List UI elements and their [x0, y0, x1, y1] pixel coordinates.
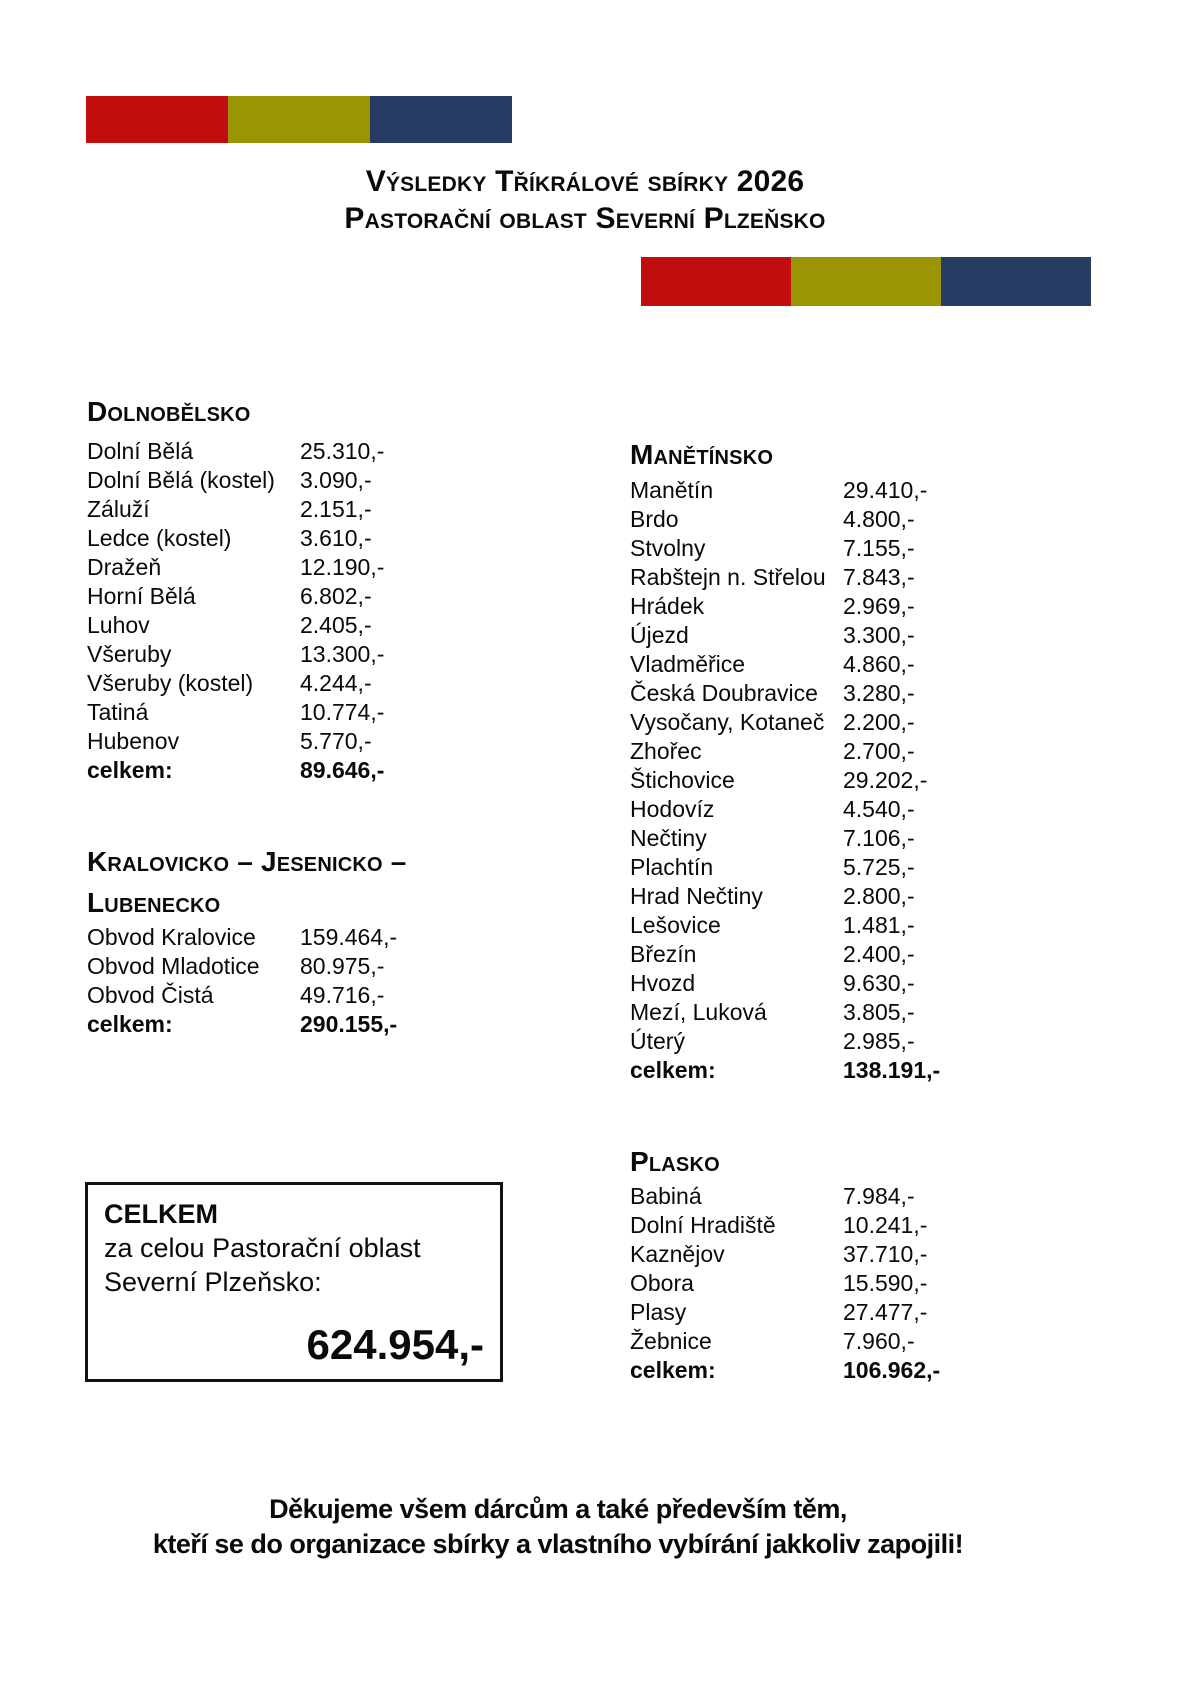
- list-row: [630, 882, 1090, 911]
- total-row: [87, 756, 527, 785]
- list-row: [630, 853, 1090, 882]
- list-row: [87, 582, 527, 611]
- color-bar-right: [641, 257, 1091, 306]
- list-row: [630, 650, 1090, 679]
- amount-value: 89.646,-: [300, 757, 385, 783]
- list-row: [630, 505, 1090, 534]
- amount-value: 29.410,-: [843, 477, 928, 503]
- list-row: [630, 795, 1090, 824]
- bar-segment-red: [641, 257, 791, 306]
- total-row: [630, 1356, 1090, 1385]
- total-row: [87, 1010, 527, 1039]
- amount-value: 159.464,-: [300, 924, 398, 950]
- amount-value: 106.962,-: [843, 1357, 941, 1383]
- amount-value: 290.155,-: [300, 1011, 398, 1037]
- list-row: [630, 969, 1090, 998]
- list-row: [630, 766, 1090, 795]
- summary-box: [85, 1182, 503, 1382]
- list-row: [630, 621, 1090, 650]
- list-row: [87, 611, 527, 640]
- amount-value: 25.310,-: [300, 438, 385, 464]
- place-label: Všeruby (kostel): [87, 670, 254, 696]
- summary-line-2: Severní Plzeňsko:: [104, 1267, 322, 1297]
- place-label: Obvod Čistá: [87, 982, 214, 1008]
- amount-value: 138.191,-: [843, 1057, 941, 1083]
- place-label: Mezí, Luková: [630, 999, 767, 1025]
- amount-value: 7.155,-: [843, 535, 915, 561]
- list-row: [630, 1182, 1090, 1211]
- list-row: [630, 998, 1090, 1027]
- list-row: [630, 1298, 1090, 1327]
- amount-value: 3.090,-: [300, 467, 372, 493]
- place-label: Babiná: [630, 1183, 702, 1209]
- amount-value: 2.985,-: [843, 1028, 915, 1054]
- amount-value: 27.477,-: [843, 1299, 928, 1325]
- place-label: celkem:: [630, 1357, 716, 1383]
- summary-total-amount: 624.954,-: [306, 1321, 484, 1368]
- list-row: [630, 476, 1090, 505]
- place-label: Všeruby: [87, 641, 172, 667]
- amount-value: 12.190,-: [300, 554, 385, 580]
- amount-value: 7.960,-: [843, 1328, 915, 1354]
- list-row: [87, 952, 527, 981]
- place-label: Plasy: [630, 1299, 687, 1325]
- place-label: Žebnice: [630, 1328, 712, 1354]
- amount-value: 2.405,-: [300, 612, 372, 638]
- amount-value: 49.716,-: [300, 982, 385, 1008]
- footer-line-1: Děkujeme všem dárcům a také především těm,: [269, 1494, 847, 1524]
- amount-value: 5.770,-: [300, 728, 372, 754]
- place-label: Stvolny: [630, 535, 706, 561]
- amount-value: 2.700,-: [843, 738, 915, 764]
- list-row: [630, 708, 1090, 737]
- place-label: celkem:: [630, 1057, 716, 1083]
- list-row: [630, 940, 1090, 969]
- amount-value: 6.802,-: [300, 583, 372, 609]
- title-line-1: Výsledky Tříkrálové sbírky 2026: [365, 165, 805, 198]
- section-rows: [87, 437, 527, 785]
- list-row: [630, 534, 1090, 563]
- document-title: [35, 163, 1135, 237]
- amount-value: 3.300,-: [843, 622, 915, 648]
- place-label: Rabštejn n. Střelou: [630, 564, 826, 590]
- bar-segment-blue: [941, 257, 1091, 306]
- place-label: Dolní Bělá: [87, 438, 194, 464]
- bar-segment-olive: [228, 96, 370, 143]
- place-label: Obvod Kralovice: [87, 924, 256, 950]
- section-title: Dolnobělsko: [87, 396, 251, 427]
- list-row: [87, 727, 527, 756]
- place-label: Obvod Mladotice: [87, 953, 260, 979]
- list-row: [87, 640, 527, 669]
- amount-value: 9.630,-: [843, 970, 915, 996]
- amount-value: 15.590,-: [843, 1270, 928, 1296]
- amount-value: 10.241,-: [843, 1212, 928, 1238]
- place-label: Brdo: [630, 506, 679, 532]
- amount-value: 2.969,-: [843, 593, 915, 619]
- amount-value: 2.200,-: [843, 709, 915, 735]
- amount-value: 7.984,-: [843, 1183, 915, 1209]
- amount-value: 3.280,-: [843, 680, 915, 706]
- place-label: Hrad Nečtiny: [630, 883, 763, 909]
- amount-value: 4.800,-: [843, 506, 915, 532]
- amount-value: 37.710,-: [843, 1241, 928, 1267]
- place-label: Lešovice: [630, 912, 721, 938]
- list-row: [630, 592, 1090, 621]
- amount-value: 7.106,-: [843, 825, 915, 851]
- section-kralovicko-jesenicko-lubenecko: [87, 841, 527, 1039]
- place-label: Záluží: [87, 496, 150, 522]
- list-row: [630, 1211, 1090, 1240]
- section-title: Kralovicko – Jesenicko – Lubenecko: [87, 846, 407, 918]
- amount-value: 4.540,-: [843, 796, 915, 822]
- amount-value: 5.725,-: [843, 854, 915, 880]
- bar-segment-blue: [370, 96, 512, 143]
- color-bar-top: [86, 96, 512, 143]
- place-label: Česká Doubravice: [630, 680, 818, 706]
- place-label: Horní Bělá: [87, 583, 196, 609]
- amount-value: 10.774,-: [300, 699, 385, 725]
- list-row: [630, 1240, 1090, 1269]
- list-row: [87, 553, 527, 582]
- place-label: Dražeň: [87, 554, 162, 580]
- bar-segment-red: [86, 96, 228, 143]
- place-label: Újezd: [630, 622, 689, 648]
- footer-line-2: kteří se do organizace sbírky a vlastního vybírání jakkoliv zapojili!: [152, 1529, 964, 1559]
- section-manetinsko: [630, 441, 1090, 1085]
- place-label: Dolní Hradiště: [630, 1212, 776, 1238]
- list-row: [630, 1327, 1090, 1356]
- list-row: [87, 495, 527, 524]
- place-label: Tatiná: [87, 699, 149, 725]
- amount-value: 13.300,-: [300, 641, 385, 667]
- place-label: Hubenov: [87, 728, 180, 754]
- list-row: [87, 669, 527, 698]
- title-line-2: Pastorační oblast Severní Plzeňsko: [344, 202, 826, 235]
- total-row: [630, 1056, 1090, 1085]
- section-plasko: [630, 1148, 1090, 1385]
- place-label: celkem:: [87, 757, 173, 783]
- section-title: Plasko: [630, 1146, 720, 1177]
- place-label: Manětín: [630, 477, 714, 503]
- place-label: Hvozd: [630, 970, 696, 996]
- amount-value: 7.843,-: [843, 564, 915, 590]
- place-label: Ledce (kostel): [87, 525, 232, 551]
- amount-value: 1.481,-: [843, 912, 915, 938]
- place-label: Vladměřice: [630, 651, 746, 677]
- place-label: Štichovice: [630, 767, 735, 793]
- list-row: [87, 981, 527, 1010]
- amount-value: 4.244,-: [300, 670, 372, 696]
- place-label: Obora: [630, 1270, 694, 1296]
- bar-segment-olive: [791, 257, 941, 306]
- place-label: celkem:: [87, 1011, 173, 1037]
- list-row: [87, 466, 527, 495]
- summary-line-1: za celou Pastorační oblast: [104, 1233, 421, 1263]
- list-row: [87, 437, 527, 466]
- place-label: Dolní Bělá (kostel): [87, 467, 275, 493]
- section-rows: [630, 476, 1090, 1085]
- place-label: Hodovíz: [630, 796, 715, 822]
- summary-title: CELKEM: [104, 1199, 218, 1229]
- list-row: [630, 824, 1090, 853]
- amount-value: 3.610,-: [300, 525, 372, 551]
- footer-thanks: [8, 1492, 1108, 1562]
- list-row: [630, 911, 1090, 940]
- place-label: Kaznějov: [630, 1241, 725, 1267]
- amount-value: 29.202,-: [843, 767, 928, 793]
- list-row: [630, 679, 1090, 708]
- section-rows: [87, 923, 527, 1039]
- place-label: Vysočany, Kotaneč: [630, 709, 825, 735]
- amount-value: 3.805,-: [843, 999, 915, 1025]
- place-label: Plachtín: [630, 854, 714, 880]
- list-row: [630, 1027, 1090, 1056]
- place-label: Hrádek: [630, 593, 705, 619]
- amount-value: 2.400,-: [843, 941, 915, 967]
- amount-value: 80.975,-: [300, 953, 385, 979]
- section-title: Manětínsko: [630, 439, 774, 470]
- list-row: [87, 923, 527, 952]
- place-label: Nečtiny: [630, 825, 707, 851]
- list-row: [630, 737, 1090, 766]
- amount-value: 2.151,-: [300, 496, 372, 522]
- list-row: [87, 524, 527, 553]
- place-label: Březín: [630, 941, 697, 967]
- amount-value: 4.860,-: [843, 651, 915, 677]
- list-row: [630, 1269, 1090, 1298]
- place-label: Zhořec: [630, 738, 702, 764]
- section-dolnobelsko: [87, 398, 527, 785]
- section-rows: [630, 1182, 1090, 1385]
- list-row: [87, 698, 527, 727]
- amount-value: 2.800,-: [843, 883, 915, 909]
- place-label: Luhov: [87, 612, 150, 638]
- list-row: [630, 563, 1090, 592]
- place-label: Úterý: [630, 1028, 685, 1054]
